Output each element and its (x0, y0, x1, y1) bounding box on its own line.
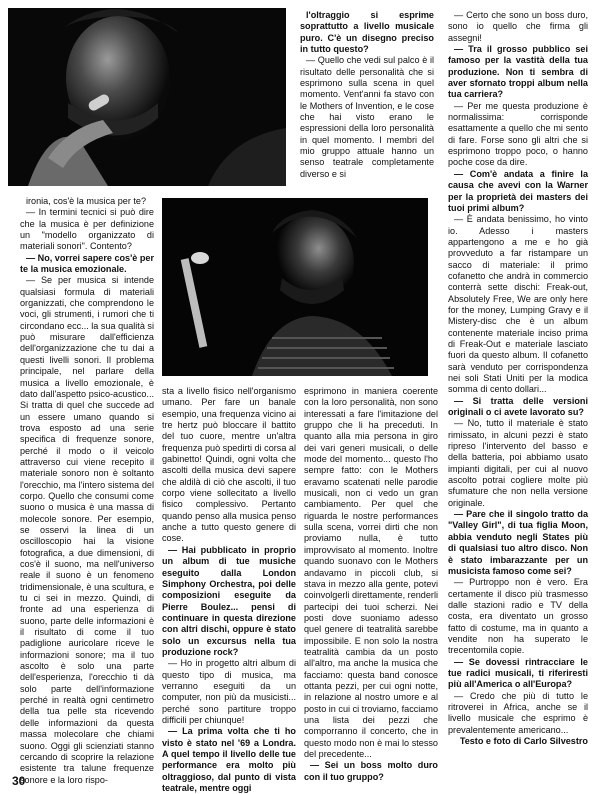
paragraph-question: — Se dovessi rintracciare le tue radici musicali, ti riferiresti più all'America o all'Europa? (448, 656, 588, 690)
paragraph-answer: — È andata benissimo, ho vinto io. Adesso i masters appartengono a me e ho già provveduto a far ristampare un sacco di materiale: il primo cofanetto che andrà in commercio conterrà sette dischi: Freak-out, Absolutely Free, We are only here for the money, Lumping Gravy e il Mistery-disc che è un album contenente materiale inciso prima di Freak-Out e materiale lasciato fuori da questo album. Il cofanetto sarà venduto per corrispondenza nei soli Stati Uniti per la modica somma di cento dollari... (448, 214, 588, 395)
paragraph-signature: Testo e foto di Carlo Silvestro (459, 736, 588, 746)
photo-graphic (8, 8, 286, 186)
paragraph-question: l'oltraggio si esprime soprattutto a livello musicale puro. C'è un disegno preciso in tutto questo? (300, 10, 434, 55)
article-column-1 (20, 196, 155, 785)
paragraph-question: — Hai pubblicato in proprio un album di tue musiche eseguito dalla London Simphony Orchestra, poi delle composizioni eseguite da Pierre Boulez... pensi di continuare in questa direzione con altri dischi, oppure è stato solo un excursus nella tua produzione rock? (162, 544, 296, 657)
page-number: 30 (12, 774, 26, 788)
article-column-3-bottom (304, 386, 438, 782)
paragraph-answer: esprimono in maniera coerente con la loro personalità, non sono interessati a fare l'imitazione del gruppo che li ha preceduti. In quanto alla mia persona in giro dei vari generi musicali, o delle mode del momento... questo l'ho sempre fatto: con le Mothers eravamo scatenati nelle parodie musicali, non ci vedo un gran cambiamento. Per quel che riguarda le nostre performances sulla scena, vorrei dirti che non proviamo nulla, è tutto improvvisato al momento. Inoltre quando suonavo con le Mothers andavamo in piccoli club, si stava in mezzo alla gente, potevi coinvolgerli direttamente, renderli partecipi dei tuoi scherzi. Nei posti dove suoniamo adesso quel genere di teatralità sarebbe impossibile. E non solo la nostra teatralità cambia da un posto all'altro, ma anche la musica che facciamo: questa band conosce ottanta pezzi, per cui ogni notte, in relazione al nostro umore e al posto in cui ci troviamo, facciamo una lista dei pezzi che comporranno il concerto, che in questo modo non è mai lo stesso del precedente... (304, 386, 438, 759)
performer-guitar-photo (162, 198, 428, 376)
paragraph-answer: — Credo che più di tutto le ritroverei in Africa, anche se il livello musicale che esprimo è prevalentemente americano... (448, 690, 588, 735)
paragraph-answer: ironia, cos'è la musica per te? (26, 196, 147, 206)
paragraph-question: — Sei un boss molto duro con il tuo gruppo? (304, 760, 438, 782)
performer-singing-photo (8, 8, 286, 186)
paragraph-question: — Pare che il singolo tratto da "Valley Girl", di tua figlia Moon, abbia venduto negli States più di qualsiasi tuo altro disco. Non è stato imbarazzante per un musicista famoso come sei? (448, 509, 588, 576)
paragraph-question: — Com'è andata a finire la causa che avevi con la Warner per la proprietà dei masters dei tuoi primi album? (448, 168, 588, 213)
paragraph-question: — Tra il grosso pubblico sei famoso per la vastità della tua produzione. Non ti sembra di aver sfornato troppi album nella tua carriera? (448, 44, 588, 100)
paragraph-answer: sta a livello fisico nell'organismo umano. Per fare un banale esempio, una frequenza vicino ai tre hertz può bloccare il battito del tuo cuore, mentre un'altra frequenza può spedirti di corsa al gabinetto! Quindi, ogni volta che ascolti della musica devi sapere che aldilà di ciò che ascolti, il tuo corpo viene sollecitato a livello fisico complessivo. Pertanto quando penso alla musica penso anche a tutto questo genere di cose. (162, 386, 296, 544)
paragraph-answer: — Purtroppo non è vero. Era certamente il disco più trasmesso dalle stazioni radio e TV della costa, era diventato un grosso fatto di costume, ma in quanto a vendite non ha superato le trecentomila copie. (448, 577, 588, 656)
paragraph-question: — Si tratta delle versioni originali o ci avete lavorato su? (448, 395, 588, 418)
paragraph-question: — No, vorrei sapere cos'è per te la musica emozionale. (20, 252, 155, 275)
paragraph-answer: — Certo che sono un boss duro, sono io quello che firma gli assegni! (448, 10, 588, 43)
article-column-4 (448, 10, 588, 768)
paragraph-answer: — No, tutto il materiale è stato rimissato, in alcuni pezzi è stato ripreso l'intervento del basso e della batteria, poi abbiamo usato impianti digitali, per cui al nuovo ascolto potrai cogliere molte più sfumature che non nella versione originale. (448, 418, 588, 508)
photo-graphic (162, 198, 428, 376)
paragraph-question: — La prima volta che ti ho visto è stato nel '69 a Londra. A quel tempo il livello delle tue performance era molto più oltraggioso, dal punto di vista teatrale, mentre oggi (162, 726, 296, 794)
article-column-2-top (300, 10, 434, 192)
paragraph-answer: — Se per musica si intende qualsiasi formula di materiali organizzati, che comprendono le voci, gli strumenti, i rumori che ti circondano ecc... la sua qualità si può misurare dall'efficienza dell'organizzazione che tu dai a questi livelli sonori. Il problema principale, nel parlare della musica a livello emozionale, è dato dall'aspetto psico-acustico... Si tratta di quel che succede ad un essere umano quando si trova esposto ad una serie specifica di frequenze sonore, perché il modo o il veicolo attraverso cui viene recepito il materiale sonoro non è soltanto l'orecchio, ma l'intero sistema del corpo. Quello che consumi come suono o musica è una massa di molecole sonore. Per esempio, se osservi la linea di un oscilloscopio hai la visione fotografica, a due dimensioni, di cos'è il suono, ma nell'universo reale il suono è un fenomeno tridimensionale, è una scultura, e tu ci sei in mezzo. Quindi, di fronte ad una esperienza di suono, parte delle informazioni è il risultato di come il tuo padiglione auricolare riceve le informazioni sonore; ma il tuo ascolto è solo una parte dell'esperienza, l'orecchio ti dà solo parte dell'informazione perché in realtà ogni centimetro della tua pelle sta ricevendo delle informazioni da questa massa molecolare che chiami suono. Oggi gli scienziati stanno cercando di scoprire la relazione esistente tra talune frequenze sonore e la loro rispo- (20, 275, 154, 785)
paragraph-answer: — Ho in progetto altri album di questo tipo di musica, ma verranno eseguiti da un computer, non più da musicisti... perché sono partiture troppo difficili per chiunque! (162, 658, 296, 725)
article-column-2-bottom (162, 386, 296, 794)
paragraph-answer: — Quello che vedi sul palco è il risultato delle personalità che si esprimono sulla scena in quel momento. Vent'anni fa stavo con le Mothers of Invention, e le cose che hai visto erano le espressioni della loro personalità in quel momento. I membri del mio gruppo attuale hanno un senso teatrale completamente diverso e si (300, 55, 434, 179)
paragraph-answer: — In termini tecnici si può dire che la musica è per definizione un "modello organizzato di materiali sonori". Contento? (20, 207, 154, 252)
paragraph-answer: — Per me questa produzione è normalissima: corrisponde esattamente a quello che mi sento di fare. Forse sono gli altri che si esprimono troppo poco, o hanno poche cose da dire. (448, 100, 588, 168)
